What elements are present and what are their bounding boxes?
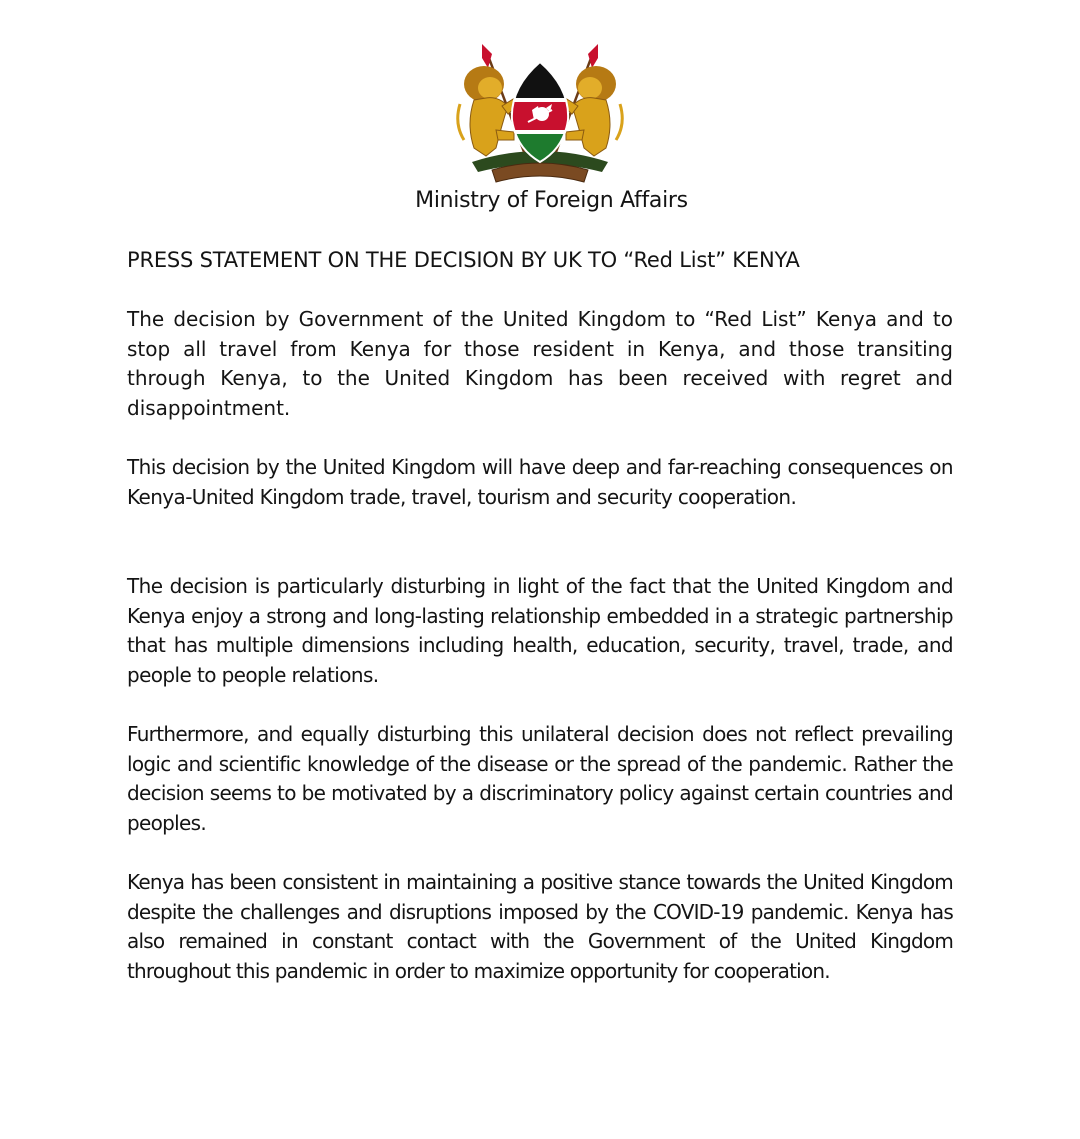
paragraph-1: The decision by Government of the United Kingdom to “Red List” Kenya and to stop all travel from Kenya for those resident in Kenya, and those transiting through Kenya, to the United Kingdom has been received with regret and disappointment. [127,307,953,420]
paragraph-2: This decision by the United Kingdom will have deep and far-reaching consequences on Kenya-United Kingdom trade, travel, tourism and security cooperation. [127,455,953,509]
ministry-name: Ministry of Foreign Affairs [415,188,688,213]
paragraph-3: The decision is particularly disturbing in light of the fact that the United Kingdom and Kenya enjoy a strong and long-lasting relationship embedded in a strategic partnership that has multiple dimensions including health, education, security, travel, trade, and people to people relations. [127,574,953,687]
paragraph-4: Furthermore, and equally disturbing this unilateral decision does not reflect prevailing logic and scientific knowledge of the disease or the spread of the pandemic. Rather the decision seems to be motivated by a discriminatory policy against certain countries and peoples. [127,722,953,835]
kenya-coat-of-arms-icon [452,44,628,190]
press-statement-title: PRESS STATEMENT ON THE DECISION BY UK TO “Red List” KENYA [127,248,800,272]
paragraph-5: Kenya has been consistent in maintaining a positive stance towards the United Kingdom despite the challenges and disruptions imposed by the COVID-19 pandemic. Kenya has also remained in constant contact with the Government of the United Kingdom throughout this pandemic in order to maximize opportunity for cooperation. [127,870,953,983]
